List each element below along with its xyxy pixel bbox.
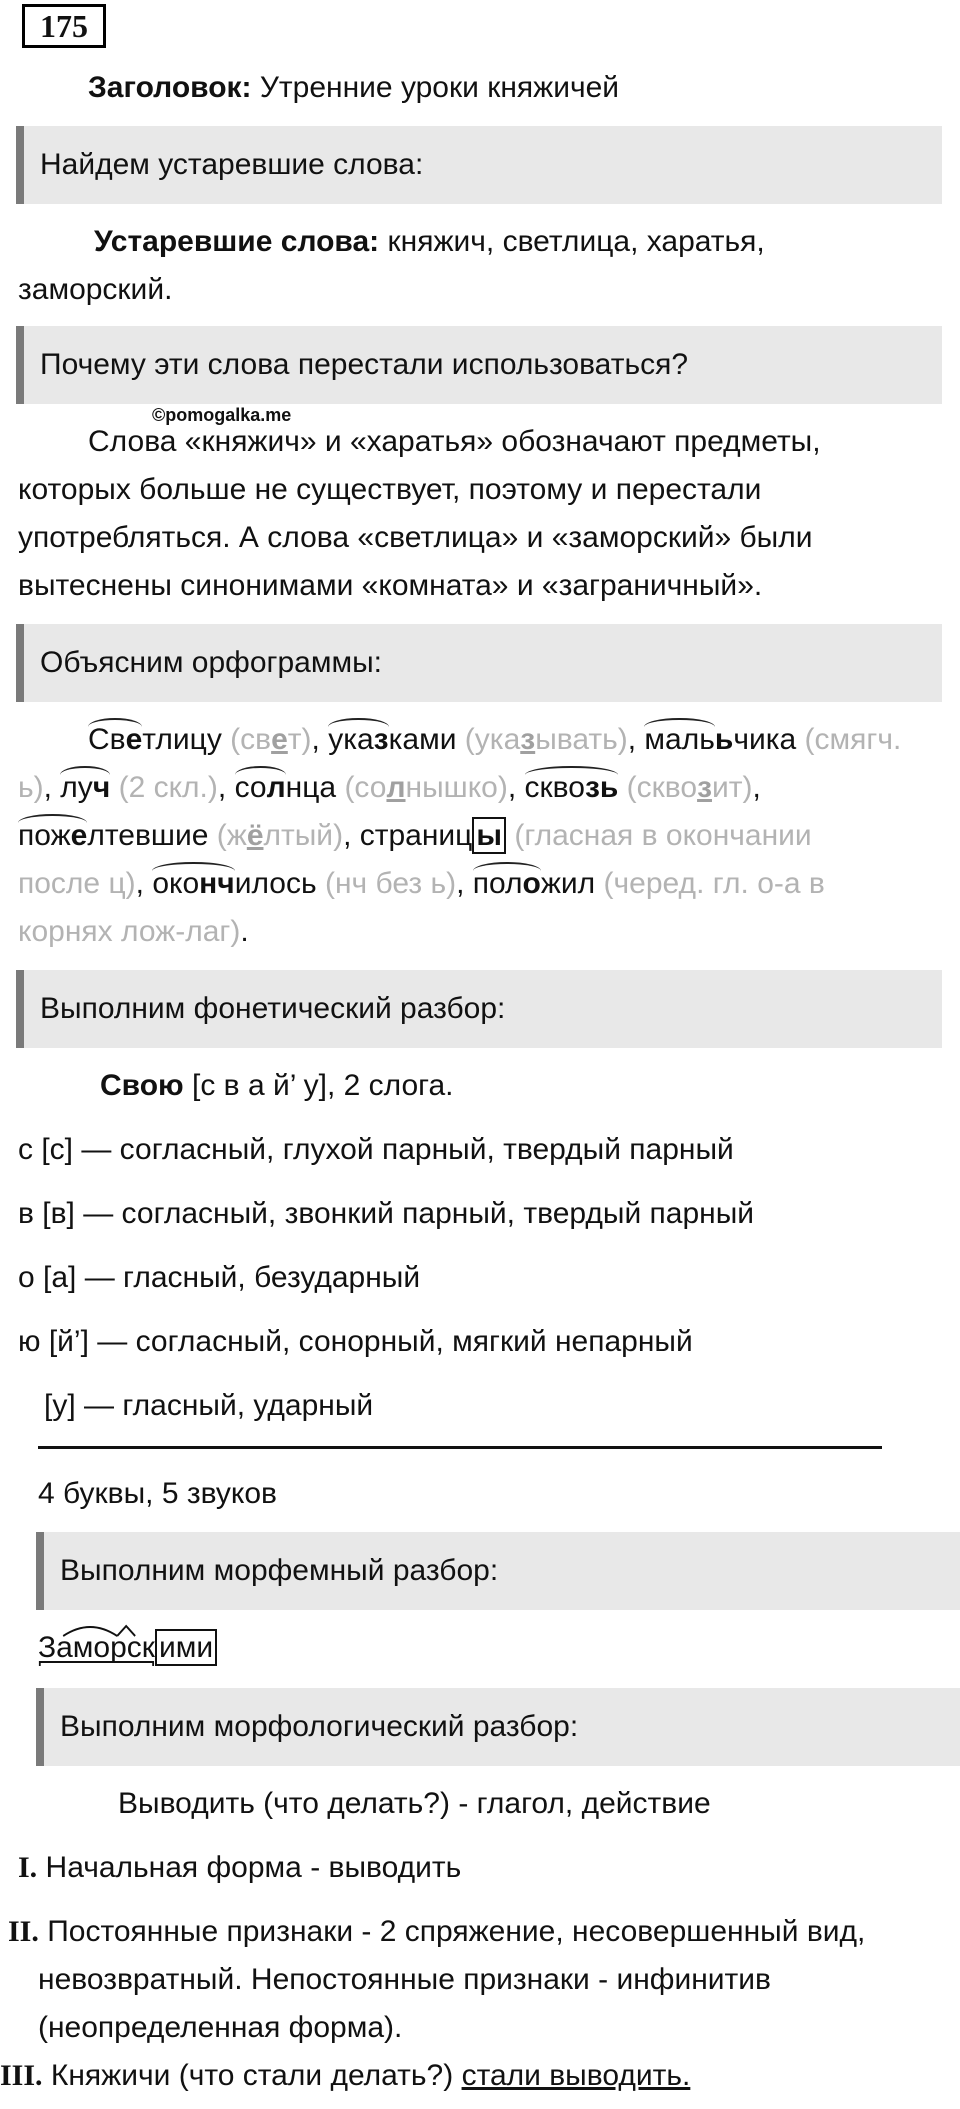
- orth-letter: ь: [714, 723, 734, 756]
- morphology-i-text: Начальная форма - выводить: [45, 1851, 462, 1884]
- orthograms-line-2: ь), луч (2 скл.), солнца (солнышко), сквозь (сквозит),: [18, 764, 761, 812]
- orth-word-part: лтевшие: [87, 819, 209, 852]
- morpheme-word: [38, 1624, 217, 1672]
- answer-line: которых больше не существует, поэтому и перестали: [18, 473, 762, 506]
- obsolete-list: княжич, светлица, харатья,: [387, 225, 765, 258]
- orth-word-solnca: сол: [235, 764, 286, 812]
- morphology-ii-line2: невозвратный. Непостоянные признаки - инфинитив: [38, 1963, 771, 1996]
- orth-word-svetlicu: Све: [88, 716, 142, 764]
- title-line: [88, 64, 619, 112]
- question-morphological: [36, 1688, 960, 1766]
- orth-hint: корнях лож-лаг): [18, 915, 241, 948]
- morphology-iii-text: Княжичи (что стали делать?): [50, 2059, 454, 2092]
- orth-hint: ь): [18, 771, 44, 804]
- morphology-ii-text: Постоянные признаки - 2 спряжение, несовершенный вид,: [47, 1915, 866, 1948]
- question-orthograms: [16, 624, 942, 702]
- question-morphemic: [36, 1532, 960, 1610]
- root-arc-icon: [38, 1622, 155, 1668]
- question-phonetic: [16, 970, 942, 1048]
- question-text: Выполним морфемный разбор:: [60, 1554, 499, 1587]
- orthograms-line-3: пожелтевшие (жёлтый), страниц ы (гласная в окончании: [18, 812, 812, 860]
- orth-hint: (нч без ь): [324, 867, 457, 900]
- morphology-ii-line3: (неопределенная форма).: [38, 2011, 403, 2044]
- orth-word-skvoz: сквозь: [525, 764, 619, 812]
- phonetic-transcription: [с в а й’ у], 2 слога.: [192, 1069, 454, 1102]
- orth-hint: (солнышко): [344, 771, 508, 804]
- question-why: [16, 326, 942, 404]
- roman-numeral: I.: [18, 1851, 38, 1884]
- orth-word-part: ками: [388, 723, 457, 756]
- orth-word-stranicy: страниц: [359, 819, 473, 852]
- orth-word-ukazkami: указ: [328, 716, 388, 764]
- phonetic-row: в [в] — согласный, звонкий парный, твердый парный: [18, 1197, 755, 1230]
- orth-word-part: нца: [285, 771, 337, 804]
- exercise-number: 175: [22, 4, 106, 48]
- phonetic-row: с [с] — согласный, глухой парный, твердый парный: [18, 1133, 734, 1166]
- orth-hint: после ц): [18, 867, 136, 900]
- question-text: Найдем устаревшие слова:: [40, 148, 424, 181]
- question-text: Объясним орфограммы:: [40, 646, 382, 679]
- orth-word-pozheltevshie: поже: [18, 812, 87, 860]
- orth-word-malchika: маль: [644, 716, 714, 764]
- phonetic-row: [у] — гласный, ударный: [44, 1389, 374, 1422]
- morpheme-ending: ими: [155, 1629, 217, 1666]
- orth-hint: (указывать): [464, 723, 628, 756]
- phonetic-word: Свою: [100, 1069, 184, 1102]
- phonetic-row: о [а] — гласный, безударный: [18, 1261, 421, 1294]
- divider: [38, 1446, 882, 1449]
- orth-hint: (гласная в окончании: [514, 819, 812, 852]
- orth-hint: (свет): [230, 723, 312, 756]
- orth-hint: (2 скл.): [118, 771, 218, 804]
- obsolete-label: Устаревшие слова:: [94, 225, 380, 258]
- morphology-ii: [8, 1908, 865, 1956]
- orth-hint: (сквозит): [626, 771, 753, 804]
- phonetic-head: [100, 1062, 453, 1110]
- title-text: Утренние уроки княжичей: [259, 71, 620, 104]
- orthograms-line-1: Светлицу (свет), указками (указывать), малььчика (смягч.: [88, 716, 901, 764]
- orthograms-line-5: корнях лож-лаг).: [18, 915, 249, 948]
- question-text: Выполним фонетический разбор:: [40, 992, 506, 1025]
- orth-word-part: тлицу: [142, 723, 222, 756]
- orth-hint: (черед. гл. о-а в: [603, 867, 825, 900]
- obsolete-words-line: [94, 218, 765, 266]
- answer-line: вытеснены синонимами «комната» и «заграничный».: [18, 569, 763, 602]
- title-label: Заголовок:: [88, 71, 252, 104]
- morphology-i: [18, 1844, 461, 1892]
- answer-line: употребляться. А слова «светлица» и «заморский» были: [18, 521, 813, 554]
- orth-word-part: илось: [234, 867, 317, 900]
- orth-hint: (смягч.: [804, 723, 902, 756]
- answer-line: Слова «княжич» и «харатья» обозначают предметы,: [88, 425, 821, 458]
- orth-word-polozhil: поло: [473, 860, 541, 908]
- roman-numeral: II.: [8, 1915, 39, 1948]
- orth-word-part: чика: [733, 723, 797, 756]
- morphology-iii-predicate: стали выводить.: [461, 2059, 691, 2092]
- orth-word-part: жил: [540, 867, 596, 900]
- morphology-iii: [0, 2052, 690, 2100]
- watermark: ©pomogalka.me: [152, 405, 292, 425]
- roman-numeral: III.: [0, 2059, 43, 2092]
- question-obsolete-words: [16, 126, 942, 204]
- phonetic-summary: 4 буквы, 5 звуков: [38, 1477, 277, 1510]
- orth-word-okonchilos: оконч: [152, 860, 234, 908]
- question-text: Выполним морфологический разбор:: [60, 1710, 579, 1743]
- orthograms-line-4: после ц), окончилось (нч без ь), положил (черед. гл. о-а в: [18, 860, 825, 908]
- morphology-head: Выводить (что делать?) - глагол, действие: [118, 1787, 711, 1820]
- orth-word-luch: луч: [60, 764, 110, 812]
- phonetic-row: ю [й’] — согласный, сонорный, мягкий непарный: [18, 1325, 693, 1358]
- orth-ending-box: ы: [472, 817, 506, 854]
- question-text: Почему эти слова перестали использоваться?: [40, 348, 689, 381]
- obsolete-words-line2: заморский.: [18, 273, 173, 306]
- morpheme-stem: Заморск: [38, 1624, 155, 1672]
- orth-hint: (жёлтый): [216, 819, 344, 852]
